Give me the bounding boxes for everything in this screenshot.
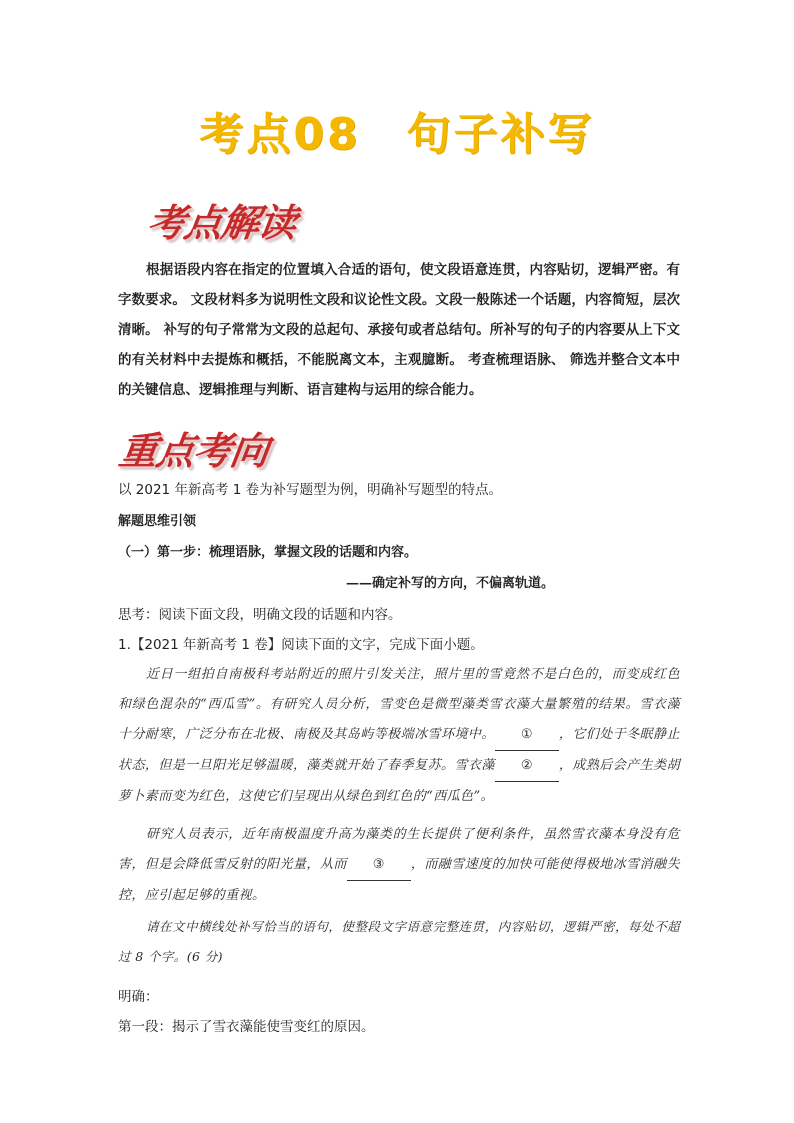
thinking-prompt: 思考：阅读下面文段，明确文段的话题和内容。 (118, 607, 402, 623)
reading-passage-paragraph-2: 研究人员表示，近年南极温度升高为藻类的生长提供了便利条件，虽然雪衣藻本身没有危害，但是会降低雪反射的阳光量，从而 ③ ，而融雪速度的加快可能使得极地冰雪消融失控，应引起足够的重视。 (118, 827, 680, 903)
focus-intro: 以 2021 年新高考 1 卷为补写题型为例，明确补写题型的特点。 (118, 482, 503, 498)
page-title-code: 考点08 (199, 109, 361, 160)
step-one-heading: （一）第一步：梳理语脉，掌握文段的话题和内容。 (118, 545, 418, 560)
interpretation-paragraph: 根据语段内容在指定的位置填入合适的语句，使文段语意连贯，内容贴切，逻辑严密。有字数要求。 文段材料多为说明性文段和议论性文段。文段一般陈述一个话题，内容简短，层次清晰。 补写的句子常常为文段的总起句、承接句或者总结句。所补写的句子的内容要从上下文的有关材料中去提炼和概括，不能脱离文本，主观臆断。 考查梳理语脉、 筛选并整合文本中的关键信息、逻辑推理与判断、语言建构与运用的综合能力。 (118, 262, 680, 398)
section-banner-interpretation: 考点解读 (144, 201, 299, 245)
answer-blank-1: ① (495, 720, 559, 751)
thinking-heading: 解题思维引领 (118, 514, 197, 529)
clarify-label: 明确： (118, 989, 159, 1005)
answer-blank-2: ② (495, 751, 559, 782)
answer-blank-3: ③ (347, 850, 411, 881)
page-title (0, 98, 794, 162)
step-one-note: ——确定补写的方向，不偏离轨道。 (346, 576, 555, 591)
reading-passage-paragraph-1: 近日一组拍自南极科考站附近的照片引发关注，照片里的雪竟然不是白色的，而变成红色和绿色混杂的“西瓜雪”。有研究人员分析，雪变色是微型藻类雪衣藻大量繁殖的结果。雪衣藻十分耐寒，广泛分布在北极、南极及其岛屿等极端冰雪环境中。 ① ，它们处于冬眠静止状态，但是一旦阳光足够温暖，藻类就开始了春季复苏。雪衣藻 ② ，成熟后会产生类胡萝卜素而变为红色，这使它们呈现出从绿色到红色的“西瓜色”。 (118, 667, 680, 804)
question-title: 1.【2021 年新高考 1 卷】阅读下面的文字，完成下面小题。 (118, 637, 484, 653)
section-banner-focus: 重点考向 (116, 429, 271, 473)
question-instruction: 请在文中横线处补写恰当的语句，使整段文字语意完整连贯，内容贴切，逻辑严密，每处不超过 8 个字。(6 分) (118, 919, 680, 964)
page-title-topic: 句子补写 (406, 109, 595, 160)
paragraph-summary: 第一段：揭示了雪衣藻能使雪变红的原因。 (118, 1019, 375, 1035)
